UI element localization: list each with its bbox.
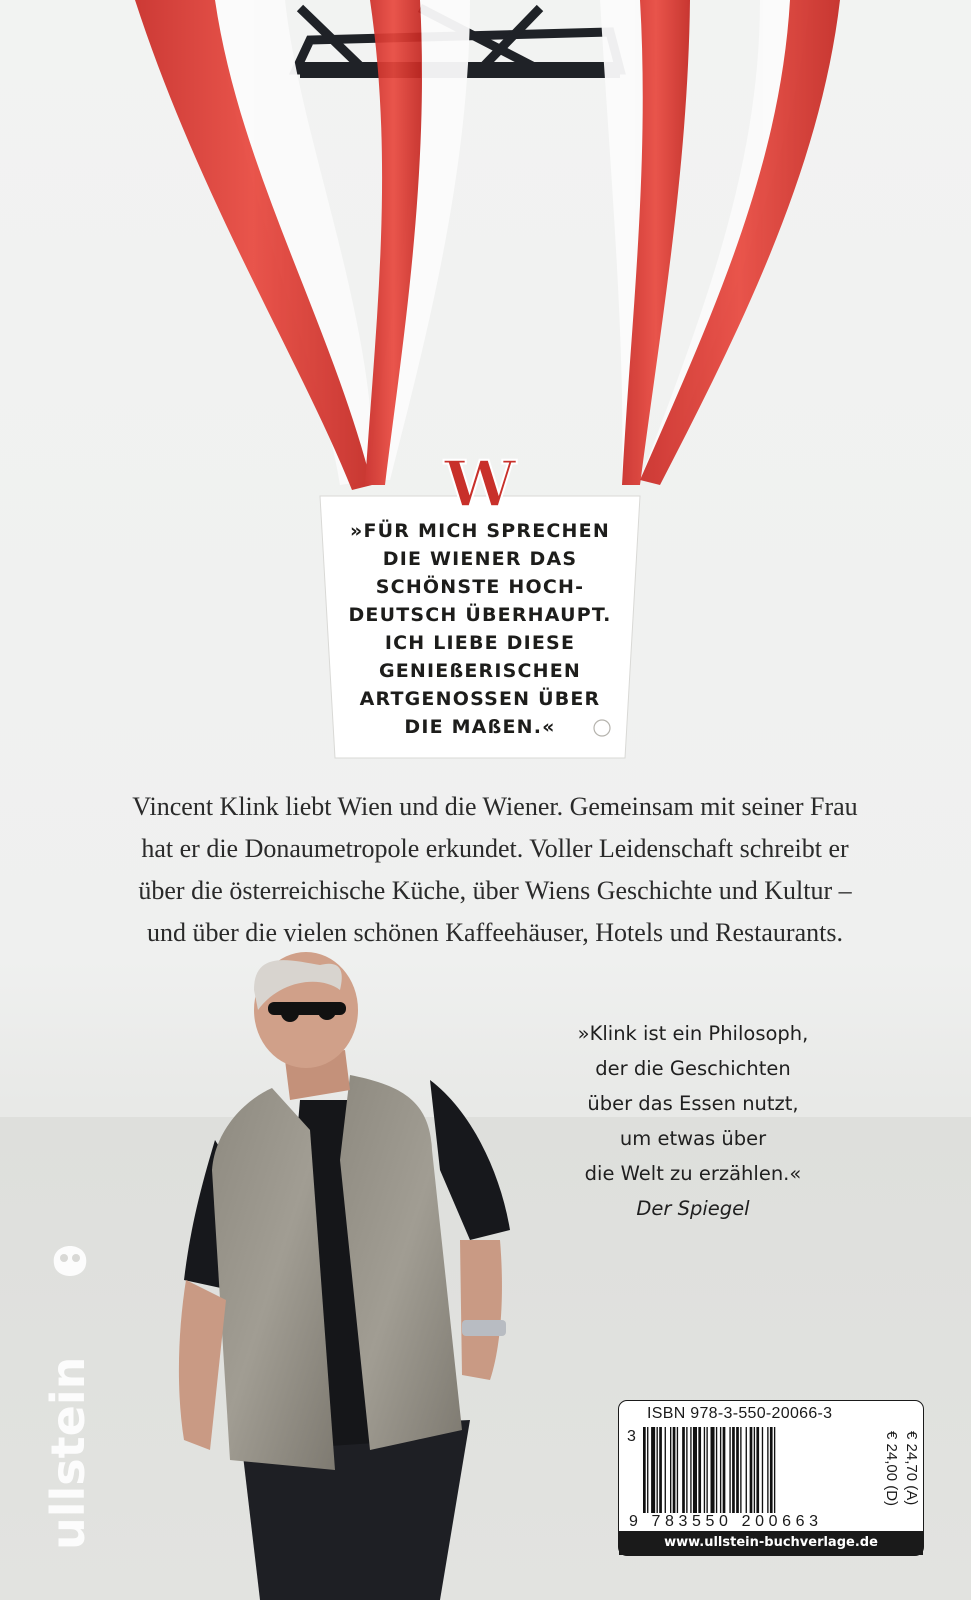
sign-quote-line: ARTGENOSSEN ÜBER	[359, 688, 601, 710]
blurb-line: Vincent Klink liebt Wien und die Wiener. Gemeinsam mit seiner Frau	[132, 792, 858, 821]
sign-quote-line: »FÜR MICH SPRECHEN	[350, 520, 610, 542]
review-line: »Klink ist ein Philosoph,	[577, 1022, 809, 1045]
barcode-side-digit: 3	[627, 1428, 636, 1445]
quote-sign	[320, 496, 640, 758]
sign-quote-line: GENIEßERISCHEN	[378, 660, 582, 682]
review-line: der die Geschichten	[595, 1057, 791, 1080]
blurb-line: über die österreichische Küche, über Wiens Geschichte und Kultur –	[138, 876, 852, 905]
w-logo-letter: W	[444, 447, 516, 522]
sign-quote-line: DIE WIENER DAS	[382, 548, 578, 570]
book-blurb	[40, 786, 950, 954]
review-line: über das Essen nutzt,	[587, 1092, 799, 1115]
isbn-number: ISBN 978-3-550-20066-3	[647, 1405, 833, 1422]
press-review	[518, 1016, 868, 1226]
sign-quote-line: DEUTSCH ÜBERHAUPT.	[348, 604, 612, 626]
publisher-url: www.ullstein-buchverlage.de	[619, 1531, 923, 1555]
sign-quote-line: DIE MAßEN.«	[404, 716, 556, 738]
w-logo-icon	[432, 447, 528, 522]
sign-quote-line: SCHÖNSTE HOCH-	[375, 576, 585, 598]
price-column	[873, 1431, 920, 1527]
review-line: die Welt zu erzählen.«	[584, 1162, 802, 1185]
review-line: um etwas über	[619, 1127, 767, 1150]
sign-quote-line: ICH LIEBE DIESE	[384, 632, 576, 654]
review-source: Der Spiegel	[636, 1197, 750, 1220]
price-de: € 24,00 (D)	[883, 1431, 900, 1507]
price-at: € 24,70 (A)	[903, 1431, 920, 1506]
owl-icon	[40, 1230, 100, 1560]
barcode-digits: 9 783550 200663	[629, 1513, 823, 1530]
barcode-icon	[625, 1427, 873, 1517]
barcode-bars	[643, 1427, 775, 1513]
publisher-logo	[40, 1230, 100, 1560]
barcode-box	[618, 1400, 924, 1556]
blurb-line: hat er die Donaumetropole erkundet. Voller Leidenschaft schreibt er	[141, 834, 849, 863]
blurb-line: und über die vielen schönen Kaffeehäuser, Hotels und Restaurants.	[147, 918, 843, 947]
publisher-name: ullstein	[41, 1356, 95, 1550]
man-photo	[179, 952, 510, 1600]
